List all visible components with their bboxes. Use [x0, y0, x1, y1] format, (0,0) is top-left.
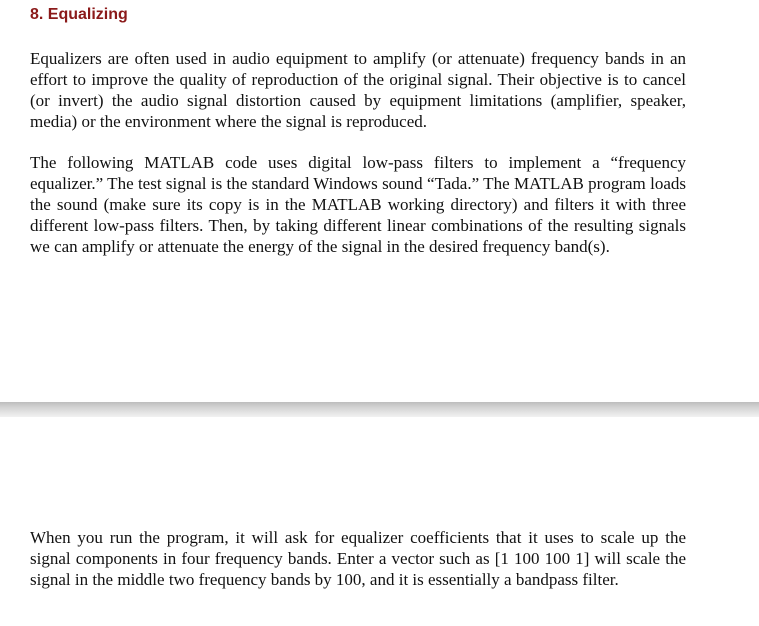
section-heading: 8. Equalizing	[30, 6, 128, 23]
intro-paragraph: Equalizers are often used in audio equipment to amplify (or attenuate) frequency bands in an effort to improve the quality of reproduction of the original signal. Their objective is to cancel (or invert) the audio signal distortion caused by equipment limitations (amplifier, speaker, media) or the environment where the signal is reproduced.	[30, 49, 686, 131]
run-paragraph: When you run the program, it will ask for equalizer coefficients that it uses to scale up the signal components in four frequency bands. Enter a vector such as [1 100 100 1] will scale the signal in the middle two frequency bands by 100, and it is essentially a bandpass filter.	[30, 528, 686, 589]
matlab-paragraph: The following MATLAB code uses digital low-pass filters to implement a “frequency equalizer.” The test signal is the standard Windows sound “Tada.” The MATLAB program loads the sound (make sure its copy is in the MATLAB working directory) and filters it with three different low-pass filters. Then, by taking different linear combinations of the resulting signals we can amplify or attenuate the energy of the signal in the desired frequency band(s).	[30, 153, 686, 256]
page-separator	[0, 402, 759, 417]
